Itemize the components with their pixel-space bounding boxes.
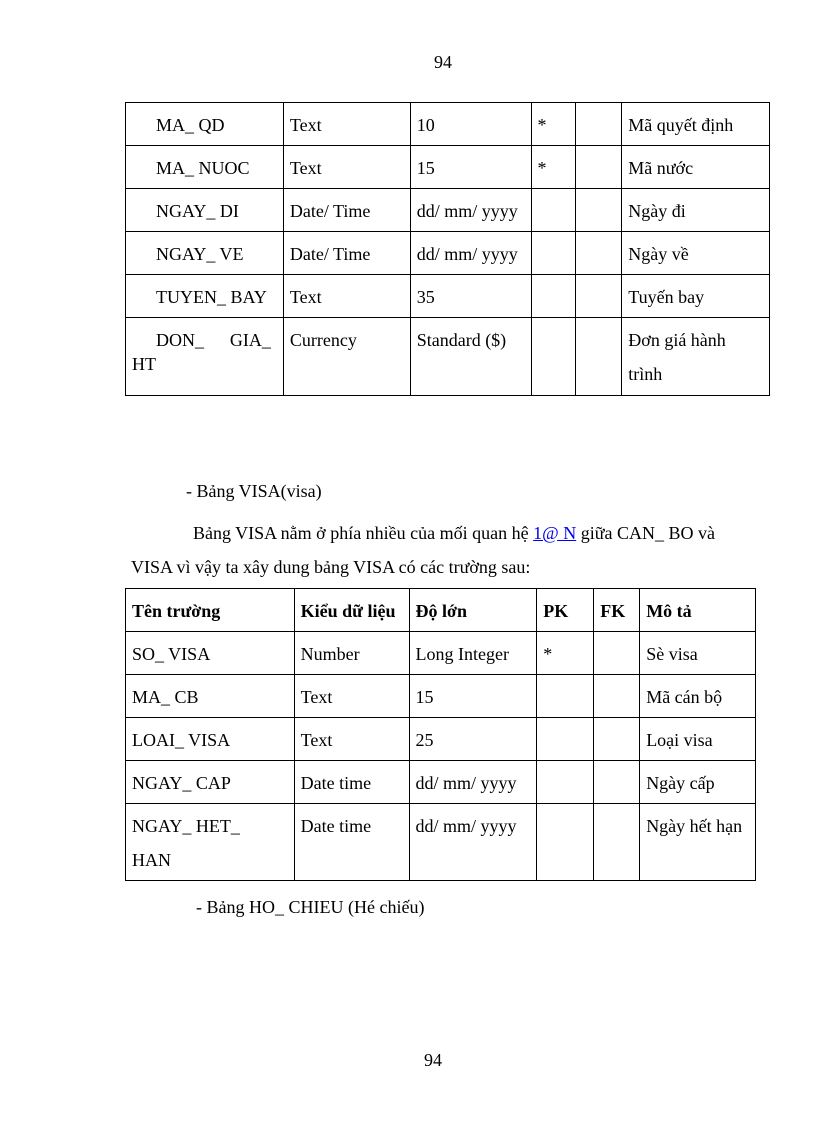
paragraph-text: giữa CAN_ BO và bbox=[576, 523, 715, 543]
table-cell: Ngày hết hạn bbox=[640, 804, 756, 881]
table-cell bbox=[594, 675, 640, 718]
visa-fields-table bbox=[125, 588, 756, 881]
table-row bbox=[126, 275, 770, 318]
description-line: trình bbox=[628, 364, 663, 384]
table-cell: dd/ mm/ yyyy bbox=[410, 189, 531, 232]
table-cell bbox=[576, 146, 622, 189]
table-cell bbox=[126, 318, 284, 396]
table-row bbox=[126, 146, 770, 189]
table-cell: MA_ QD bbox=[126, 103, 284, 146]
table-cell: Text bbox=[294, 718, 409, 761]
table-cell: Sè visa bbox=[640, 632, 756, 675]
column-header: Độ lớn bbox=[409, 589, 537, 632]
table-cell: Standard ($) bbox=[410, 318, 531, 396]
table-row bbox=[126, 189, 770, 232]
table-cell: Long Integer bbox=[409, 632, 537, 675]
table-cell bbox=[576, 232, 622, 275]
field-name-part: HT bbox=[132, 354, 156, 374]
table-cell bbox=[622, 318, 770, 396]
table-cell: Text bbox=[283, 146, 410, 189]
column-header: Mô tả bbox=[640, 589, 756, 632]
table-row bbox=[126, 103, 770, 146]
table-cell: Mã cán bộ bbox=[640, 675, 756, 718]
table-cell: 10 bbox=[410, 103, 531, 146]
table-cell: Tuyến bay bbox=[622, 275, 770, 318]
table-cell: * bbox=[531, 103, 576, 146]
table-cell: 35 bbox=[410, 275, 531, 318]
table-cell bbox=[576, 318, 622, 396]
table-cell bbox=[126, 804, 295, 881]
paragraph-line-1 bbox=[193, 523, 715, 544]
table-cell: * bbox=[531, 146, 576, 189]
table-cell: 15 bbox=[409, 675, 537, 718]
table-cell: Date/ Time bbox=[283, 189, 410, 232]
table-cell bbox=[594, 804, 640, 881]
table-cell bbox=[531, 318, 576, 396]
table-header-row bbox=[126, 589, 756, 632]
table-cell: Mã quyết định bbox=[622, 103, 770, 146]
table-cell: Number bbox=[294, 632, 409, 675]
table-row bbox=[126, 804, 756, 881]
field-name-line: HAN bbox=[132, 850, 171, 870]
table-cell: Ngày cấp bbox=[640, 761, 756, 804]
table-cell: Ngày đi bbox=[622, 189, 770, 232]
table-cell bbox=[594, 761, 640, 804]
table-cell bbox=[537, 761, 594, 804]
table-cell bbox=[531, 232, 576, 275]
paragraph-line-2: VISA vì vậy ta xây dung bảng VISA có các trường sau: bbox=[131, 557, 531, 577]
table-cell: Date/ Time bbox=[283, 232, 410, 275]
section-title-passport: - Bảng HO_ CHIEU (Hé chiếu) bbox=[196, 897, 425, 917]
table-cell bbox=[594, 632, 640, 675]
table-cell: Date time bbox=[294, 761, 409, 804]
table-cell: MA_ NUOC bbox=[126, 146, 284, 189]
table-cell bbox=[531, 189, 576, 232]
table-cell: * bbox=[537, 632, 594, 675]
table-cell: NGAY_ VE bbox=[126, 232, 284, 275]
table-cell: TUYEN_ BAY bbox=[126, 275, 284, 318]
column-header: Tên trường bbox=[126, 589, 295, 632]
table-row bbox=[126, 318, 770, 396]
table-cell bbox=[576, 275, 622, 318]
table-cell: MA_ CB bbox=[126, 675, 295, 718]
table-cell: 25 bbox=[409, 718, 537, 761]
field-name-line: NGAY_ HET_ bbox=[132, 816, 240, 836]
table-cell: Currency bbox=[283, 318, 410, 396]
table-cell bbox=[576, 189, 622, 232]
field-name-part: DON_ bbox=[156, 330, 204, 350]
table-cell: dd/ mm/ yyyy bbox=[409, 804, 537, 881]
field-name-part: GIA_ bbox=[229, 330, 271, 350]
table-row bbox=[126, 718, 756, 761]
table-cell: LOAI_ VISA bbox=[126, 718, 295, 761]
table-cell: Text bbox=[294, 675, 409, 718]
table-cell: Loại visa bbox=[640, 718, 756, 761]
table-row bbox=[126, 632, 756, 675]
table-cell: dd/ mm/ yyyy bbox=[410, 232, 531, 275]
table-cell bbox=[531, 275, 576, 318]
paragraph-text: Bảng VISA nằm ở phía nhiều của mối quan hệ bbox=[193, 523, 534, 543]
table-row bbox=[126, 232, 770, 275]
column-header: PK bbox=[537, 589, 594, 632]
table-cell: NGAY_ DI bbox=[126, 189, 284, 232]
table-cell bbox=[537, 804, 594, 881]
table-cell: NGAY_ CAP bbox=[126, 761, 295, 804]
page-number-top: 94 bbox=[434, 52, 452, 72]
column-header: FK bbox=[594, 589, 640, 632]
table-cell: 15 bbox=[410, 146, 531, 189]
table-cell bbox=[576, 103, 622, 146]
flight-fields-table bbox=[125, 102, 770, 396]
section-title-visa: - Bảng VISA(visa) bbox=[186, 481, 322, 501]
table-row bbox=[126, 761, 756, 804]
table-row bbox=[126, 675, 756, 718]
page-number-bottom: 94 bbox=[424, 1050, 442, 1070]
table-cell: Ngày về bbox=[622, 232, 770, 275]
table-cell bbox=[594, 718, 640, 761]
table-cell: Date time bbox=[294, 804, 409, 881]
description-line: Đơn giá hành bbox=[628, 330, 726, 350]
table-cell: Text bbox=[283, 103, 410, 146]
table-cell: Mã nước bbox=[622, 146, 770, 189]
table-cell bbox=[537, 718, 594, 761]
relation-link[interactable]: 1@ N bbox=[533, 523, 577, 543]
column-header: Kiểu dữ liệu bbox=[294, 589, 409, 632]
table-cell: dd/ mm/ yyyy bbox=[409, 761, 537, 804]
table-cell: Text bbox=[283, 275, 410, 318]
table-cell: SO_ VISA bbox=[126, 632, 295, 675]
table-cell bbox=[537, 675, 594, 718]
